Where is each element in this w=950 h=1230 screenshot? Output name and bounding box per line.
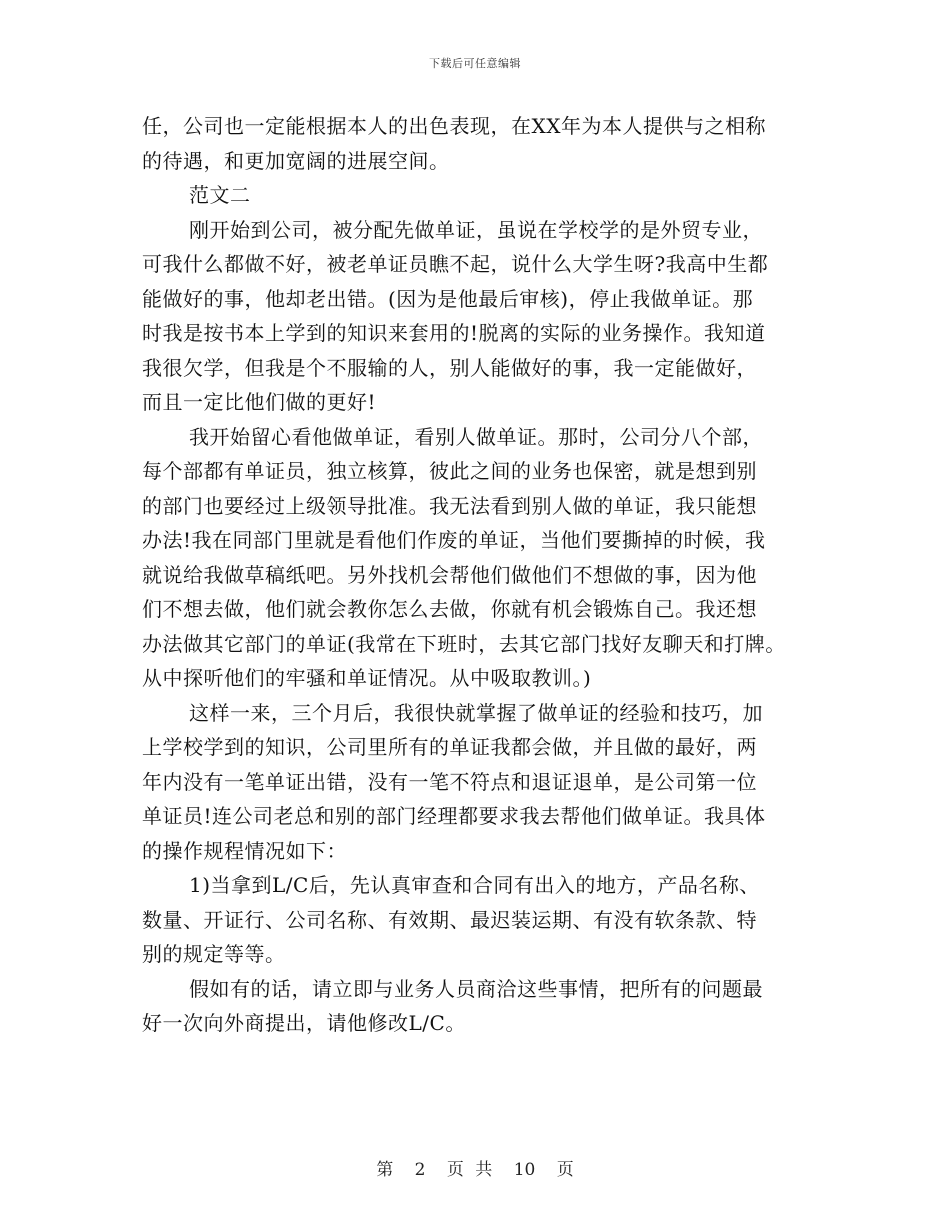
page-number-footer [0,1155,950,1180]
current-page-number: 2 [414,1160,426,1180]
paragraph-line: 我很欠学，但我是个不服输的人，别人能做好的事，我一定能做好， [142,355,757,380]
paragraph-line: 可我什么都做不好，被老单证员瞧不起，说什么大学生呀?我高中生都 [142,252,769,276]
paragraph-line: 的待遇，和更加宽阔的进展空间。 [142,148,450,173]
paragraph-line: 好一次向外商提出，请他修改L/C。 [142,1011,466,1035]
list-item-line: 1)当拿到L/C后，先认真审查和合同有出入的地方，产品名称、 [189,873,760,897]
paragraph-line: 刚开始到公司，被分配先做单证，虽说在学校学的是外贸专业， [189,217,763,242]
paragraph-line: 这样一来，三个月后，我很快就掌握了做单证的经验和技巧，加 [189,700,763,725]
paragraph-line: 们不想去做，他们就会教你怎么去做，你就有机会锻炼自己。我还想 [142,597,757,621]
paragraph-line: 数量、开证行、公司名称、有效期、最迟装运期、有没有软条款、特 [142,907,757,932]
paragraph-line: 年内没有一笔单证出错，没有一笔不符点和退证退单，是公司第一位 [142,769,757,794]
paragraph-line: 我开始留心看他做单证，看别人做单证。那时，公司分八个部， [189,424,763,449]
footer-prefix: 第 [376,1160,394,1180]
paragraph-line: 别的规定等等。 [142,942,286,966]
paragraph-line: 任，公司也一定能根据本人的出色表现，在XX年为本人提供与之相称 [142,114,766,138]
paragraph-line: 时我是按书本上学到的知识来套用的!脱离的实际的业务操作。我知道 [142,321,766,345]
paragraph-line: 的部门也要经过上级领导批准。我无法看到别人做的单证，我只能想 [142,493,757,518]
paragraph-line: 能做好的事，他却老出错。(因为是他最后审核)，停止我做单证。那 [142,286,754,311]
paragraph-line: 办法做其它部门的单证(我常在下班时，去其它部门找好友聊天和打牌。 [142,631,786,656]
paragraph-line: 假如有的话，请立即与业务人员商洽这些事情，把所有的问题最 [189,976,763,1001]
footer-mid: 页 共 [446,1160,493,1180]
header-note: 下载后可任意编辑 [429,57,521,70]
paragraph-line: 而且一定比他们做的更好! [142,390,377,414]
paragraph-line: 每个部都有单证员，独立核算，彼此之间的业务也保密，就是想到别 [142,459,757,483]
paragraph-line: 单证员!连公司老总和别的部门经理都要求我去帮他们做单证。我具体 [142,804,766,828]
paragraph-line: 的操作规程情况如下： [142,838,347,863]
paragraph-line: 上学校学到的知识，公司里所有的单证我都会做，并且做的最好，两 [142,735,757,759]
section-heading: 范文二 [189,183,251,207]
paragraph-line: 从中探听他们的牢骚和单证情况。从中吸取教训。) [142,666,592,690]
paragraph-line: 办法!我在同部门里就是看他们作废的单证，当他们要撕掉的时候，我 [142,528,766,552]
document-body [142,109,822,1041]
footer-suffix: 页 [556,1160,574,1180]
paragraph-line: 就说给我做草稿纸吧。另外找机会帮他们做他们不想做的事，因为他 [142,562,757,587]
total-page-count: 10 [513,1160,536,1180]
